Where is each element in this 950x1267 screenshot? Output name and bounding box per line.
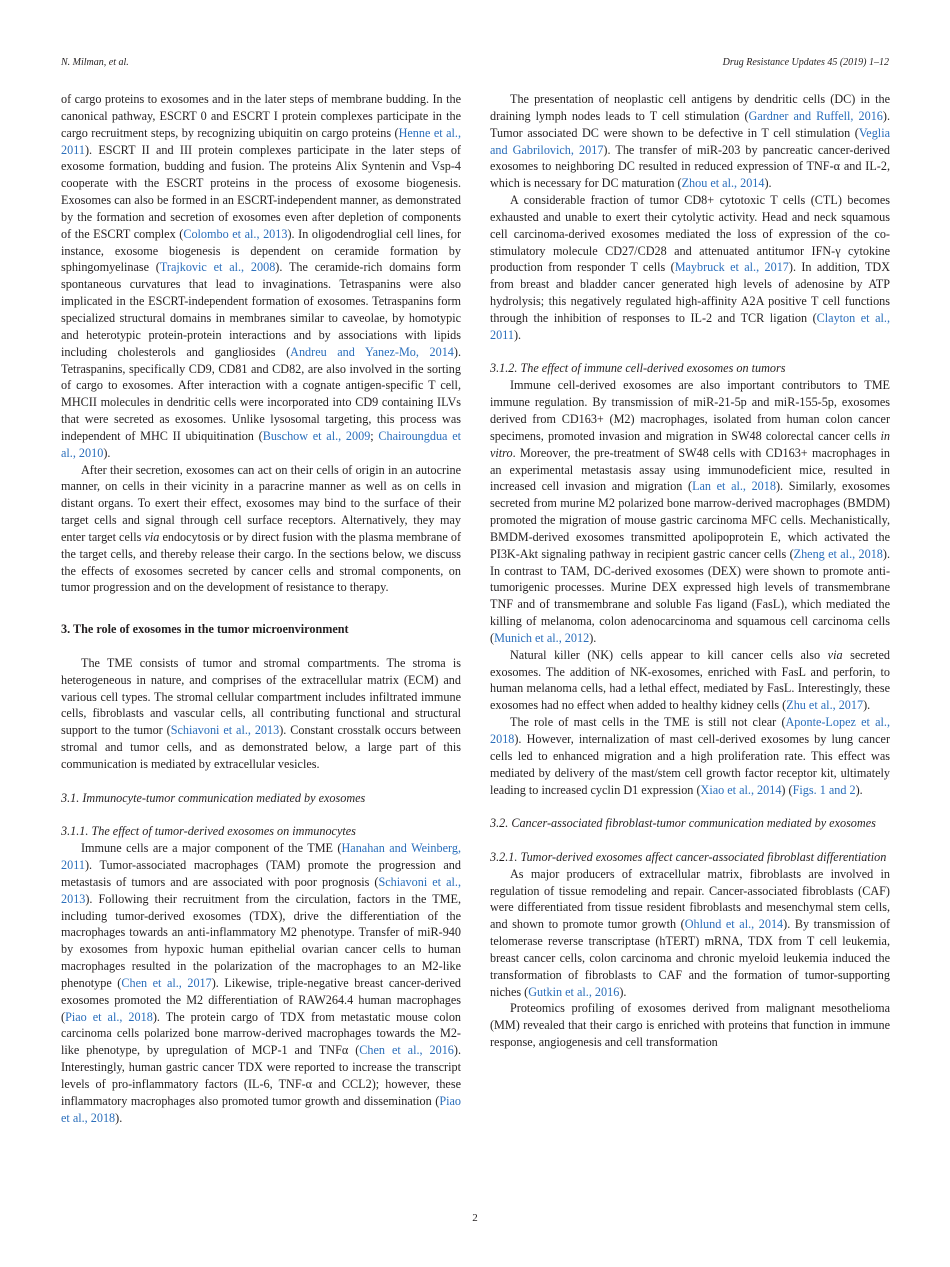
citation-link[interactable]: Henne et al., 2011 — [61, 125, 461, 157]
paragraph: Proteomics profiling of exosomes derived from malignant mesothelioma (MM) revealed that their cargo is enriched with proteins that function in immune response, angiogenesis and cell transformation — [490, 1001, 890, 1050]
header-journal: Drug Resistance Updates 45 (2019) 1–12 — [722, 57, 889, 68]
subsubsection-heading: 3.2.1. Tumor-derived exosomes affect cancer-associated fibroblast differentiation — [490, 849, 887, 864]
header-authors: N. Milman, et al. — [61, 57, 129, 68]
citation-link[interactable]: Hanahan and Weinberg, 2011 — [61, 841, 461, 872]
citation-link[interactable]: Buschow et al., 2009 — [262, 428, 371, 443]
subsection-heading: 3.2. Cancer-associated fibroblast-tumor communication mediated by exosomes — [490, 816, 876, 831]
citation-link[interactable]: Zhu et al., 2017 — [786, 698, 864, 713]
citation-link[interactable]: Clayton et al., 2011 — [490, 310, 890, 342]
paragraph: The presentation of neoplastic cell antigens by dendritic cells (DC) in the draining lymph nodes leads to T cell stimulation (Gardner and Ruffell, 2016). Tumor associated DC were shown to be defective in T cell stimulation (Veglia and Gabrilovich, 2017). The transfer of miR-203 by pancreatic cancer-derived exosomes to neighboring DC resulted in reduced expression of TNF-α and IL-2, which is necessary for DC maturation (Zhou et al., 2014). — [490, 92, 891, 191]
citation-link[interactable]: Schiavoni et al., 2013 — [170, 723, 280, 738]
citation-link[interactable]: Veglia and Gabrilovich, 2017 — [490, 125, 890, 157]
citation-link[interactable]: Xiao et al., 2014 — [700, 782, 782, 797]
paragraph: of cargo proteins to exosomes and in the later steps of membrane budding. In the canonical pathway, ESCRT 0 and ESCRT I protein complexes participate in the cargo recruitment steps, by recognizing ubiquitin on cargo proteins (Henne et al., 2011). ESCRT II and III protein complexes participate in the later steps of exosome formation, budding and fusion. The proteins Alix Syntenin and Vsp-4 cooperate with the ESCRT proteins in the process of exosome biogenesis. Exosomes can also be formed in an ESCRT-independent manner, as demonstrated by the formation and secretion of exosomes even after depletion of components of the ESCRT complex (Colombo et al., 2013). In oligodendroglial cell lines, for instance, exosome biogenesis is dependent on ceramide formation by sphingomyelinase (Trajkovic et al., 2008). The ceramide-rich domains form spontaneous curvatures that lead to invaginations. Tetraspanins were also implicated in the ESCRT-independent formation of exosomes. Tetraspanins form specialized structural domains in membranes similar to caveolae, by homotypic and heterotypic protein-protein interactions and by associations with lipids including cholesterols and gangliosides (Andreu and Yanez-Mo, 2014). Tetraspanins, specifically CD9, CD81 and CD82, are also involved in the sorting of cargo to exosomes. After interaction with a cognate antigen-specific T cell, MHCII molecules in dendritic cells were incorporated into CD9 containing ILVs that were secreted as exosomes. Unlike lysosomal targeting, this process was independent of MHC II ubiquitination (Buschow et al., 2009; Chairoungdua et al., 2010). — [61, 92, 461, 460]
paragraph: The role of mast cells in the TME is still not clear (Aponte-Lopez et al., 2018). However, internalization of mast cell-derived exosomes by lung cancer cells led to enhanced migration and a high proliferation rate. This effect was mediated by delivery of the mast/stem cell growth factor receptor kit, ultimately leading to increased cyclin D1 expression (Xiao et al., 2014) (Figs. 1 and 2). — [490, 715, 890, 797]
citation-link[interactable]: Munich et al., 2012 — [494, 630, 590, 645]
subsubsection-heading: 3.1.1. The effect of tumor-derived exosomes on immunocytes — [61, 824, 356, 839]
paragraph: The TME consists of tumor and stromal compartments. The stroma is heterogeneous in nature, and comprises of the extracellular matrix (ECM) and various cell types. The stromal cellular compartment includes infiltrated immune cells, fibroblasts and vascular cells, all contributing functional and structural support to the tumor (Schiavoni et al., 2013). Constant crosstalk occurs between stromal and tumor cells, and as demonstrated below, a large part of this communication is mediated by extracellular vesicles. — [61, 655, 461, 772]
citation-link[interactable]: Maybruck et al., 2017 — [674, 260, 789, 275]
paragraph: Immune cell-derived exosomes are also important contributors to TME immune regulation. By transmission of miR-21-5p and miR-155-5p, exosomes derived from CD163+ (M2) macrophages, isolated from human colon cancer specimens, promoted invasion and migration in SW48 colorectal cancer cells in vitro. Moreover, the pre-treatment of SW48 cells with CD163+ macrophages in an experimental metastasis assay using immunodeficient mice, resulted in increased cell invasion and migration (Lan et al., 2018). Similarly, exosomes secreted from murine M2 polarized bone marrow-derived macrophages (BMDM) promoted the migration of mouse gastric carcinoma MFC cells. Mechanistically, BMDM-derived exosomes transmitted apolipoprotein E, which activated the PI3K-Akt signaling pathway in recipient gastric cancer cells (Zheng et al., 2018). In contrast to TAM, DC-derived exosomes (DEX) were shown to promote anti-tumorigenic processes. Murine DEX expressed high levels of transmembrane TNF and of transmembrane and soluble Fas ligand (FasL), which mediated the killing of melanoma, colon adenocarcinoma and squamous cell carcinoma cells (Munich et al., 2012). — [490, 378, 891, 645]
paragraph: As major producers of extracellular matrix, fibroblasts are involved in regulation of tissue remodeling and repair. Cancer-associated fibroblasts (CAF) were differentiated from tissue resident fibroblasts and mesenchymal stem cells, and shown to promote tumor growth (Ohlund et al., 2014). By transmission of telomerase reverse transcriptase (hTERT) mRNA, TDX from T cell leukemia, breast cancer cells, colon carcinoma and chronic myeloid leukemia induced the transformation of fibroblasts to CAF and the formation of tumor-supporting niches (Gutkin et al., 2016). — [490, 866, 890, 999]
figure-link[interactable]: Figs. 1 and 2 — [792, 782, 856, 797]
citation-link[interactable]: Piao et al., 2018 — [61, 1093, 461, 1125]
citation-link[interactable]: Schiavoni et al., 2013 — [61, 874, 461, 906]
citation-link[interactable]: Chen et al., 2017 — [121, 975, 212, 990]
paragraph: Natural killer (NK) cells appear to kill cancer cells also via secreted exosomes. The addition of NK-exosomes, enriched with FasL and perforin, to human melanoma cells, had a lethal effect, mediated by FasL. Interestingly, these exosomes had no effect when added to healthy kidney cells (Zhu et al., 2017). — [490, 647, 891, 713]
citation-link[interactable]: Aponte-Lopez et al., 2018 — [490, 715, 890, 747]
paragraph: A considerable fraction of tumor CD8+ cytotoxic T cells (CTL) becomes exhausted and unable to exert their cytolytic activity. Head and neck squamous cell carcinoma-derived exosomes mediated the loss of expression of the co-stimulatory molecule CD27/CD28 and attenuated antitumor IFN-γ cytokine production from responder T cells (Maybruck et al., 2017). In addition, TDX from breast and bladder cancer generated high levels of adenosine by ATP hydrolysis; this negatively regulated high-affinity A2A positive T cell functions through the inhibition of responses to IL-2 and TCR ligation (Clayton et al., 2011). — [490, 193, 891, 342]
paragraph: After their secretion, exosomes can act on their cells of origin in an autocrine manner, on cells in their vicinity in a paracrine manner as well as on cells in distant organs. To exert their effect, exosomes may bind to the surface of their target cells and signal through cell surface receptors. Alternatively, they may enter target cells via endocytosis or by direct fusion with the plasma membrane of the target cells, and thereby release their cargo. In the sections below, we discuss the effects of exosomes secreted by cancer cells and stromal components, on tumor progression and on the development of resistance to therapy. — [61, 462, 462, 595]
citation-link[interactable]: Colombo et al., 2013 — [183, 226, 288, 241]
left-column — [61, 91, 461, 1126]
citation-link[interactable]: Piao et al., 2018 — [65, 1009, 153, 1024]
running-header — [61, 57, 889, 68]
right-column — [490, 91, 890, 1051]
section-heading: 3. The role of exosomes in the tumor microenvironment — [61, 622, 349, 637]
subsubsection-heading: 3.1.2. The effect of immune cell-derived exosomes on tumors — [490, 361, 786, 376]
citation-link[interactable]: Andreu and Yanez-Mo, 2014 — [290, 344, 454, 359]
citation-link[interactable]: Gutkin et al., 2016 — [528, 984, 620, 999]
citation-link[interactable]: Trajkovic et al., 2008 — [159, 260, 276, 275]
citation-link[interactable]: Zheng et al., 2018 — [793, 546, 883, 561]
citation-link[interactable]: Ohlund et al., 2014 — [684, 917, 784, 932]
subsection-heading: 3.1. Immunocyte-tumor communication mediated by exosomes — [61, 790, 366, 805]
citation-link[interactable]: Gardner and Ruffell, 2016 — [748, 108, 883, 123]
citation-link[interactable]: Zhou et al., 2014 — [681, 176, 765, 191]
citation-link[interactable]: Chairoungdua et al., 2010 — [61, 428, 461, 460]
paragraph: Immune cells are a major component of the TME (Hanahan and Weinberg, 2011). Tumor-associated macrophages (TAM) promote the progression and metastasis of tumors and are associated with poor prognosis (Schiavoni et al., 2013). Following their recruitment from the circulation, factors in the TME, including tumor-derived exosomes (TDX), drive the differentiation of the macrophages towards an anti-inflammatory M2 phenotype. Transfer of miR-940 by exosomes from hypoxic human epithelial ovarian cancer cells to human macrophages resulted in the polarization of the macrophages to an M2-like phenotype (Chen et al., 2017). Likewise, triple-negative breast cancer-derived exosomes promoted the M2 differentiation of RAW264.4 human macrophages (Piao et al., 2018). The protein cargo of TDX from metastatic mouse colon carcinoma cells polarized bone marrow-derived macrophages towards the M2-like phenotype, by upregulation of MCP-1 and TNFα (Chen et al., 2016). Interestingly, human gastric cancer TDX were reported to increase the transcript levels of pro-inflammatory factors (IL-6, TNF-α and CCL2); however, these inflammatory macrophages also promoted tumor growth and dissemination (Piao et al., 2018). — [61, 841, 462, 1125]
citation-link[interactable]: Chen et al., 2016 — [359, 1043, 454, 1058]
citation-link[interactable]: Lan et al., 2018 — [692, 479, 776, 494]
page-number: 2 — [472, 1212, 478, 1224]
